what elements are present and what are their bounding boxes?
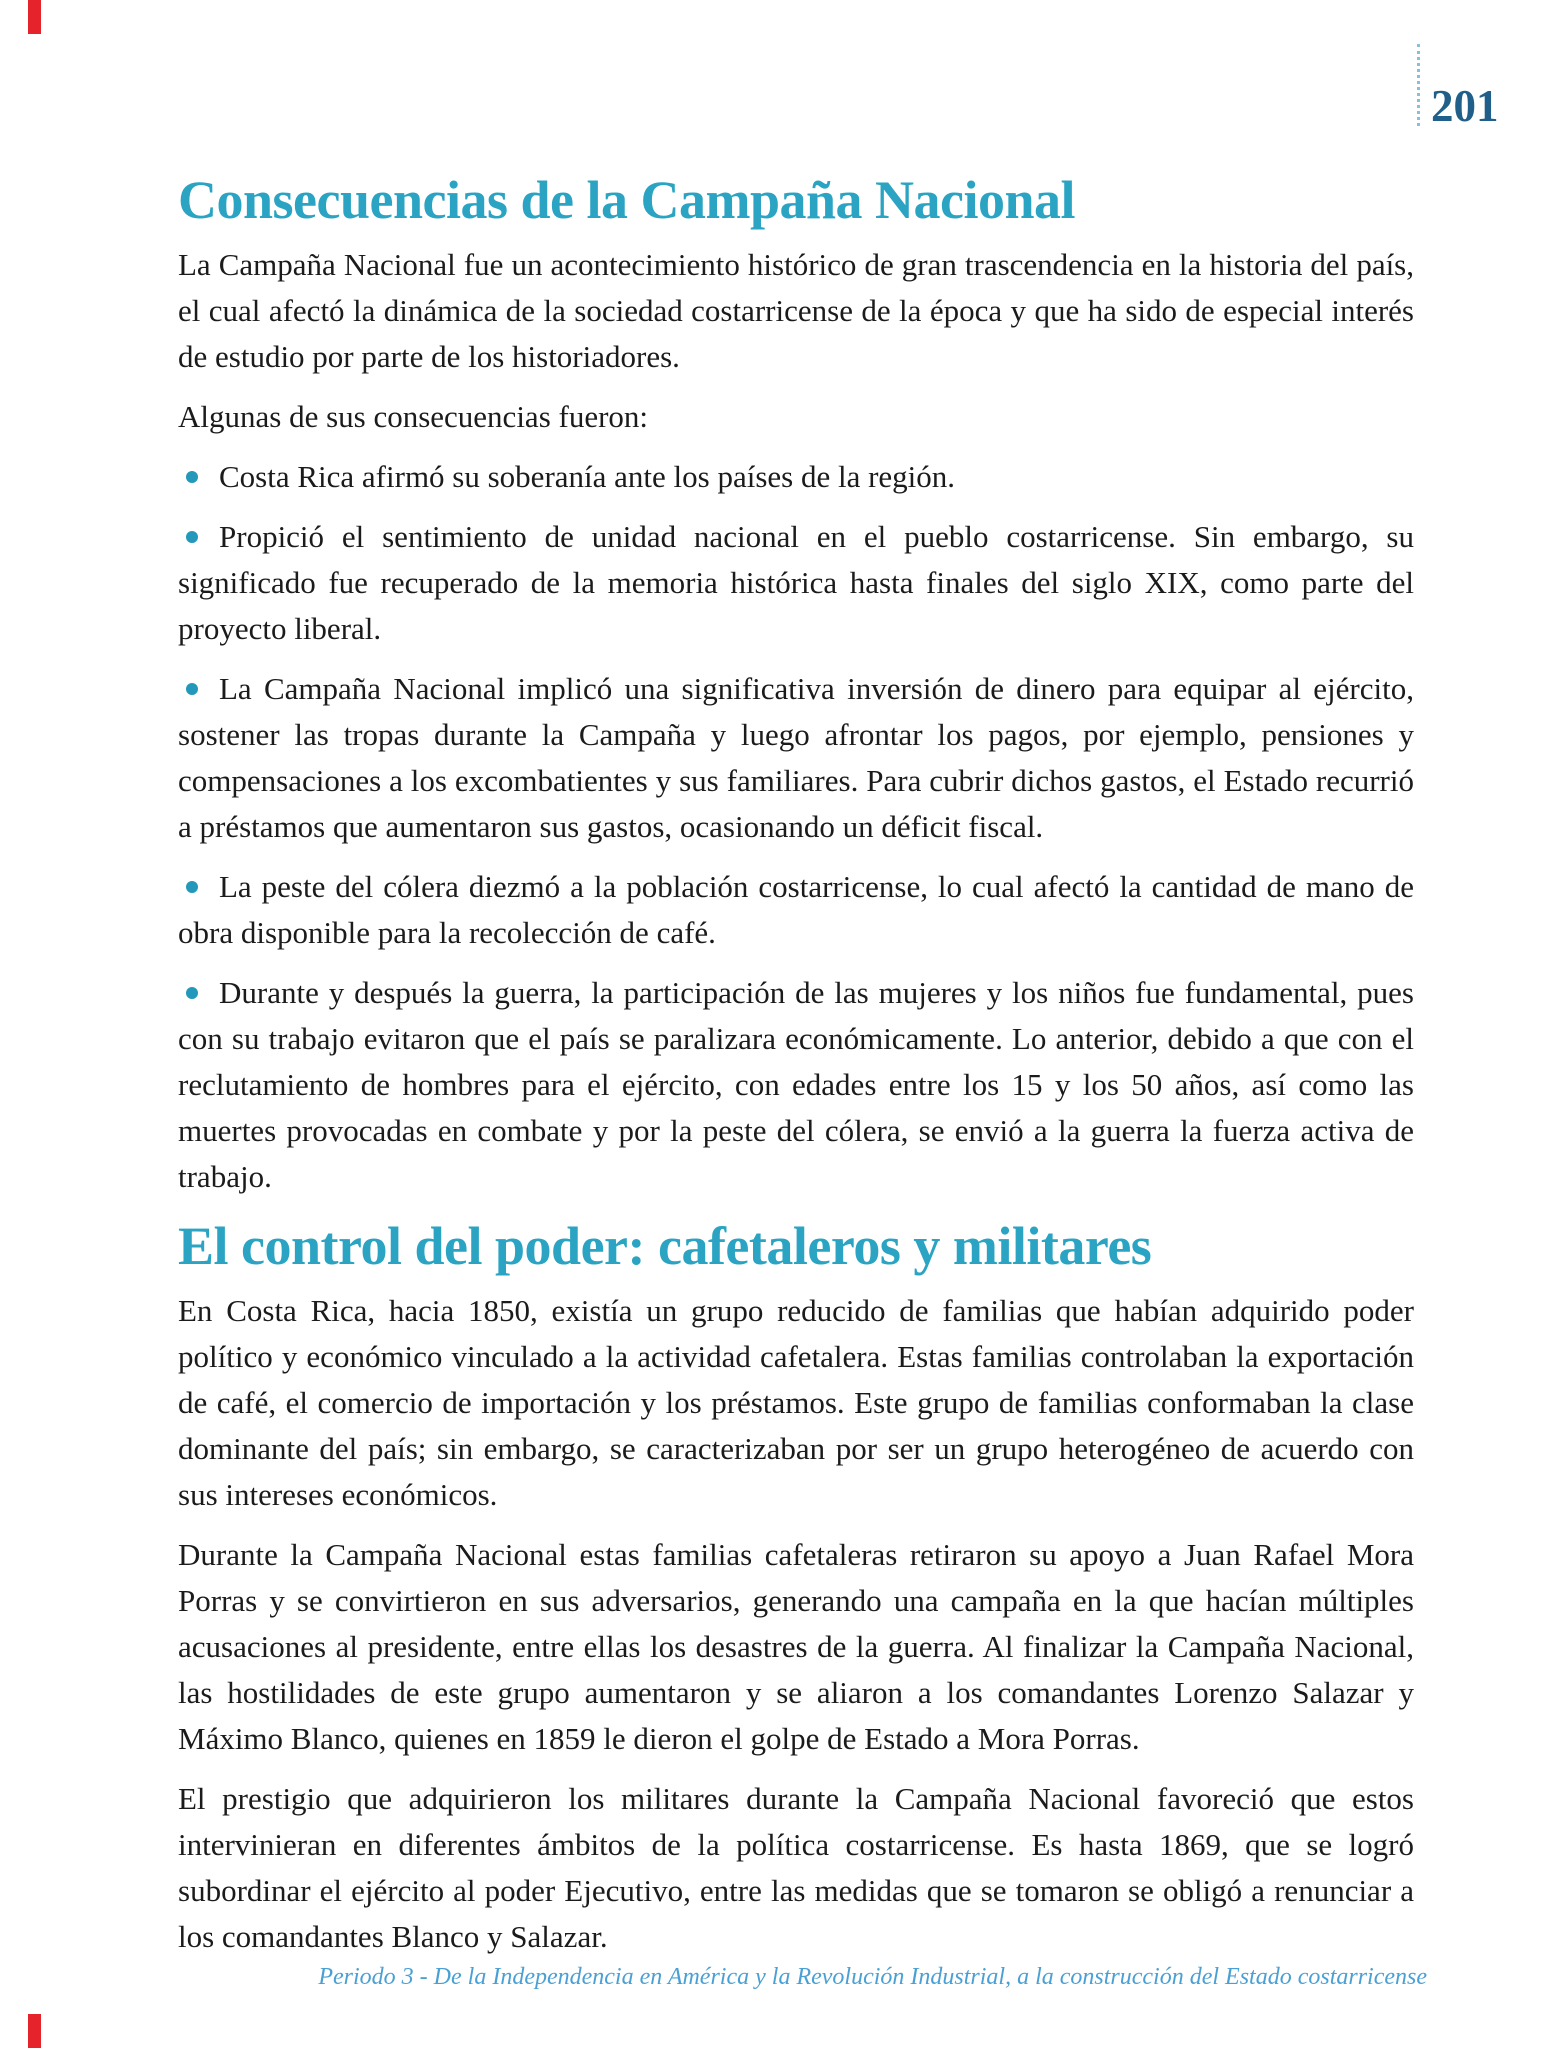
bullet-item [178,454,1414,500]
section-heading-consecuencias: Consecuencias de la Campaña Nacional [178,170,1076,230]
paragraph-mora-porras: Durante la Campaña Nacional estas familias cafetaleras retiraron su apoyo a Juan Rafael Mora Porras y se convirtieron en sus adversarios, generando una campaña en la que hacían múltiples acusaciones al presidente, entre ellas los desastres de la guerra. Al finalizar la Campaña Nacional, las hostilidades de este grupo aumentaron y se aliaron a los comandantes Lorenzo Salazar y Máximo Blanco, quienes en 1859 le dieron el golpe de Estado a Mora Porras. [178,1537,1414,1756]
bullet-icon [186,471,198,483]
paragraph-intro: La Campaña Nacional fue un acontecimiento histórico de gran trascendencia en la historia del país, el cual afectó la dinámica de la sociedad costarricense de la época y que ha sido de especial interés de estudio por parte de los historiadores. [178,247,1414,374]
bullet-item [178,970,1414,1200]
paragraph-familias: En Costa Rica, hacia 1850, existía un grupo reducido de familias que habían adquirido poder político y económico vinculado a la actividad cafetalera. Estas familias controlaban la exportación de café, el comercio de importación y los préstamos. Este grupo de familias conformaban la clase dominante del país; sin embargo, se caracterizaban por ser un grupo heterogéneo de acuerdo con sus intereses económicos. [178,1293,1414,1512]
crop-mark-bottom [28,2014,41,2048]
paragraph-lead-in: Algunas de sus consecuencias fueron: [178,399,649,434]
paragraph-militares: El prestigio que adquirieron los militares durante la Campaña Nacional favoreció que estos intervinieran en diferentes ámbitos de la política costarricense. Es hasta 1869, que se logró subordinar el ejército al poder Ejecutivo, entre las medidas que se tomaron se obligó a renunciar a los comandantes Blanco y Salazar. [178,1781,1414,1954]
bullet-icon [186,683,198,695]
crop-mark-top [28,0,41,34]
bullet-text: La peste del cólera diezmó a la población costarricense, lo cual afectó la cantidad de mano de obra disponible para la recolección de café. [178,869,1414,950]
page-content [178,0,1414,1974]
bullet-text: Durante y después la guerra, la participación de las mujeres y los niños fue fundamental, pues con su trabajo evitaron que el país se paralizara económicamente. Lo anterior, debido a que con el reclutamiento de hombres para el ejército, con edades entre los 15 y los 50 años, así como las muertes provocadas en combate y por la peste del cólera, se envió a la guerra la fuerza activa de trabajo. [178,975,1414,1194]
bullet-item [178,864,1414,956]
bullet-icon [186,531,198,543]
bullet-item [178,514,1414,652]
bullet-item [178,666,1414,850]
bullet-icon [186,881,198,893]
page-footer: Periodo 3 - De la Independencia en América y la Revolución Industrial, a la construcción del Estado costarricense [318,1964,1427,1990]
bullet-text: Costa Rica afirmó su soberanía ante los países de la región. [219,459,956,494]
section-heading-control-poder: El control del poder: cafetaleros y militares [178,1216,1152,1276]
dotted-rule [1417,44,1420,126]
page-number: 201 [1431,81,1499,131]
bullet-icon [186,987,198,999]
bullet-text: La Campaña Nacional implicó una significativa inversión de dinero para equipar al ejército, sostener las tropas durante la Campaña y luego afrontar los pagos, por ejemplo, pensiones y compensaciones a los excombatientes y sus familiares. Para cubrir dichos gastos, el Estado recurrió a préstamos que aumentaron sus gastos, ocasionando un déficit fiscal. [178,671,1414,844]
bullet-text: Propició el sentimiento de unidad nacional en el pueblo costarricense. Sin embargo, su significado fue recuperado de la memoria histórica hasta finales del siglo XIX, como parte del proyecto liberal. [178,519,1414,646]
